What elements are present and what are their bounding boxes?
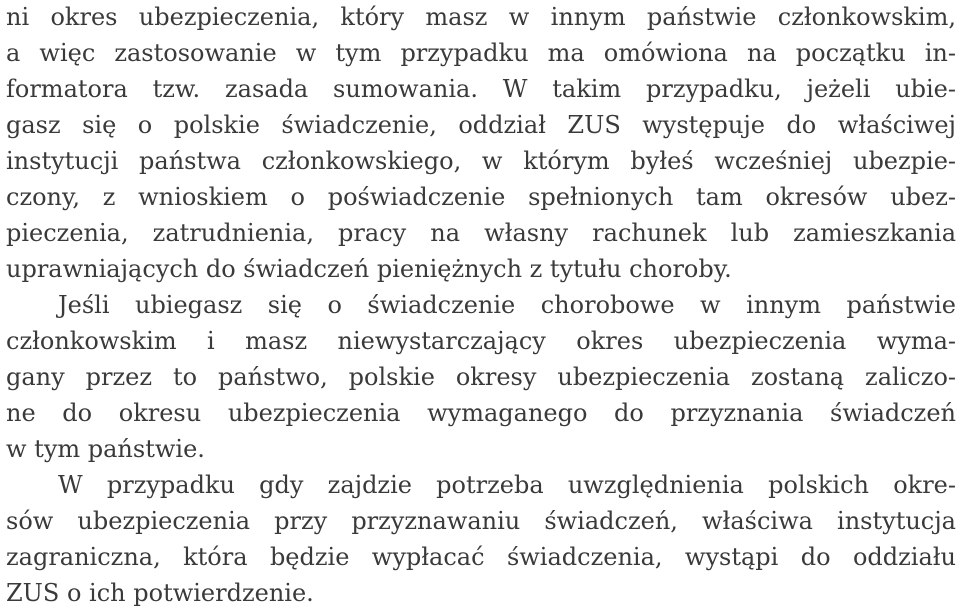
text-line: a więc zastosowanie w tym przypadku ma omówiona na początku in- xyxy=(6,39,956,67)
text-line: gany przez to państwo, polskie okresy ubezpieczenia zostaną zaliczo- xyxy=(6,363,956,391)
text-line: instytucji państwa członkowskiego, w którym byłeś wcześniej ubezpie- xyxy=(6,147,956,175)
text-line: w tym państwie. xyxy=(6,435,205,463)
text-line: pieczenia, zatrudnienia, pracy na własny rachunek lub zamieszkania xyxy=(6,219,956,247)
text-line: zagraniczna, która będzie wypłacać świadczenia, wystąpi do oddziału xyxy=(6,543,956,571)
text-line: formatora tzw. zasada sumowania. W takim przypadku, jeżeli ubie- xyxy=(6,75,956,103)
text-line: ni okres ubezpieczenia, który masz w innym państwie członkowskim, xyxy=(6,3,956,31)
text-line: członkowskim i masz niewystarczający okres ubezpieczenia wyma- xyxy=(6,327,956,355)
paragraph-3 xyxy=(6,467,956,611)
paragraph-1 xyxy=(6,0,956,287)
paragraph-2 xyxy=(6,287,956,467)
text-line: W przypadku gdy zajdzie potrzeba uwzględnienia polskich okre- xyxy=(58,471,956,499)
text-line: uprawniających do świadczeń pieniężnych z tytułu choroby. xyxy=(6,255,732,283)
text-line: ZUS o ich potwierdzenie. xyxy=(6,579,314,607)
text-line: Jeśli ubiegasz się o świadczenie chorobowe w innym państwie xyxy=(58,291,956,319)
text-line: czony, z wnioskiem o poświadczenie spełnionych tam okresów ubez- xyxy=(6,183,956,211)
text-line: gasz się o polskie świadczenie, oddział ZUS występuje do właściwej xyxy=(6,111,956,139)
text-line: sów ubezpieczenia przy przyznawaniu świadczeń, właściwa instytucja xyxy=(6,507,956,535)
text-line: ne do okresu ubezpieczenia wymaganego do przyznania świadczeń xyxy=(6,399,956,427)
